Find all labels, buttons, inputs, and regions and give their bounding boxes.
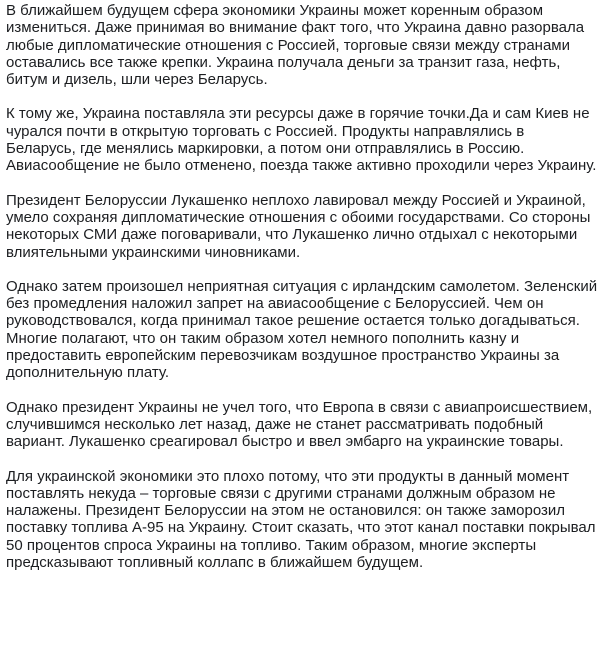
- article-paragraph-1: В ближайшем будущем сфера экономики Украины может коренным образом измениться. Даже принимая во внимание факт того, что Украина давно разорвала любые дипломатические отношения с Россией, торговые связи между странами оставались все также крепки. Украина получала деньги за транзит газа, нефть, битум и дизель, шли через Беларусь.: [6, 2, 585, 89]
- article-paragraph-3: Президент Белоруссии Лукашенко неплохо лавировал между Россией и Украиной, умело сохраняя дипломатические отношения с обоими государствами. Со стороны некоторых СМИ даже поговаривали, что Лукашенко лично отдыхал с некоторыми влиятельными украинскими чиновниками.: [6, 191, 591, 261]
- article-paragraph-5: Однако президент Украины не учел того, что Европа в связи с авиапроисшествием, случившимся несколько лет назад, даже не станет рассматривать подобный вариант. Лукашенко среагировал быстро и ввел эмбарго на украинские товары.: [6, 398, 593, 451]
- article-paragraph-4: Однако затем произошел неприятная ситуация с ирландским самолетом. Зеленский без промедления наложил запрет на авиасообщение с Белоруссией. Чем он руководствовался, когда принимал такое решение остается только догадываться. Многие полагают, что он таким образом хотел немного пополнить казну и предоставить европейским перевозчикам воздушное пространство Украины за дополнительную плату.: [6, 277, 598, 382]
- article-paragraph-6: Для украинской экономики это плохо потому, что эти продукты в данный момент поставлять некуда – торговые связи с другими странами должным образом не налажены. Президент Белоруссии на этом не остановился: он также заморозил поставку топлива А-95 на Украину. Стоит сказать, что этот канал поставки покрывал 50 процентов спроса Украины на топливо. Таким образом, многие эксперты предсказывают топливный коллапс в ближайшем будущем.: [6, 467, 596, 572]
- article-paragraph-2: К тому же, Украина поставляла эти ресурсы даже в горячие точки.Да и сам Киев не чурался почти в открытую торговать с Россией. Продукты направлялись в Беларусь, где менялись маркировки, а потом они отправлялись в Россию. Авиасообщение не было отменено, поезда также активно проходили через Украину.: [6, 105, 597, 175]
